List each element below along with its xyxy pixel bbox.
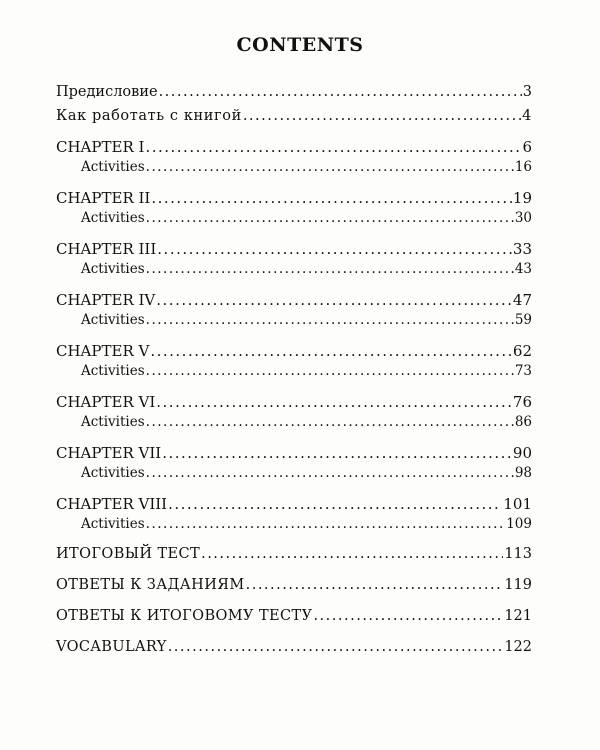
toc-entry-page: 90 (512, 444, 532, 462)
toc-entry-page: 113 (504, 546, 532, 562)
dot-leader (157, 240, 512, 258)
dot-leader (146, 261, 514, 277)
toc-entry-page: 121 (504, 608, 532, 624)
toc-entry-label: Activities (81, 261, 145, 277)
toc-entry-label: CHAPTER IV (56, 291, 156, 309)
toc-entry-chapter-3[interactable] (56, 240, 532, 261)
dot-leader (151, 189, 512, 207)
dot-leader (243, 108, 521, 124)
toc-entry-label: ОТВЕТЫ К ИТОГОВОМУ ТЕСТУ (56, 608, 313, 624)
toc-entry-page: 6 (522, 138, 532, 156)
toc-entry-preface[interactable] (56, 84, 532, 106)
toc-entry-page: 86 (514, 414, 532, 430)
toc-entry-activities-7[interactable] (56, 465, 532, 488)
toc-entry-label: ИТОГОВЫЙ ТЕСТ (56, 546, 201, 562)
toc-entry-chapter-6[interactable] (56, 393, 532, 414)
toc-entry-page: 4 (522, 108, 532, 124)
toc-entry-activities-6[interactable] (56, 414, 532, 437)
toc-entry-how-to-use[interactable] (56, 108, 532, 130)
toc-entry-page: 119 (504, 577, 532, 593)
toc-entry-label: Activities (81, 414, 145, 430)
toc-entry-label: Activities (81, 312, 145, 328)
toc-entry-page: 30 (514, 210, 532, 226)
toc-entry-page: 59 (514, 312, 532, 328)
toc-entry-page: 76 (512, 393, 532, 411)
dot-leader (146, 159, 514, 175)
toc-entry-label: CHAPTER VII (56, 444, 162, 462)
toc-entry-page: 47 (512, 291, 532, 309)
dot-leader (156, 393, 512, 411)
toc-entry-page: 43 (514, 261, 532, 277)
toc-entry-chapter-4[interactable] (56, 291, 532, 312)
toc-entry-label: CHAPTER III (56, 240, 157, 258)
dot-leader (146, 465, 514, 481)
dot-leader (201, 546, 503, 562)
dot-leader (146, 516, 506, 532)
toc-entry-activities-2[interactable] (56, 210, 532, 233)
toc-entry-chapter-7[interactable] (56, 444, 532, 465)
toc-entry-label: CHAPTER VI (56, 393, 156, 411)
toc-entry-activities-1[interactable] (56, 159, 532, 182)
toc-entry-page: 62 (512, 342, 532, 360)
toc-entry-page: 101 (503, 495, 532, 513)
dot-leader (146, 312, 514, 328)
toc-entry-label: Activities (81, 210, 145, 226)
dot-leader (146, 414, 514, 430)
dot-leader (145, 138, 521, 156)
toc-entry-page: 3 (522, 84, 532, 100)
dot-leader (150, 342, 512, 360)
dot-leader (246, 577, 504, 593)
toc-entry-activities-4[interactable] (56, 312, 532, 335)
toc-entry-chapter-2[interactable] (56, 189, 532, 210)
toc-entry-label: CHAPTER VIII (56, 495, 168, 513)
toc-entry-label: VOCABULARY (56, 639, 167, 655)
dot-leader (168, 495, 502, 513)
toc-entry-vocabulary[interactable] (56, 639, 532, 661)
toc-entry-chapter-5[interactable] (56, 342, 532, 363)
toc-entry-label: Activities (81, 465, 145, 481)
dot-leader (146, 210, 514, 226)
toc-entry-label: CHAPTER II (56, 189, 151, 207)
toc-entry-label: CHAPTER V (56, 342, 150, 360)
toc-entry-label: CHAPTER I (56, 138, 145, 156)
dot-leader (156, 291, 512, 309)
toc-entry-final-test[interactable] (56, 546, 532, 568)
page-title: CONTENTS (236, 34, 364, 56)
toc-entry-label: Предисловие (56, 84, 158, 100)
toc-entry-page: 122 (504, 639, 532, 655)
dot-leader (159, 84, 522, 100)
toc-entry-test-answers[interactable] (56, 608, 532, 630)
toc-entry-activities-3[interactable] (56, 261, 532, 284)
toc-entry-label: Activities (81, 516, 145, 532)
dot-leader (146, 363, 514, 379)
dot-leader (168, 639, 504, 655)
toc-entry-chapter-8[interactable] (56, 495, 532, 516)
toc-entry-page: 16 (514, 159, 532, 175)
dot-leader (313, 608, 503, 624)
toc-entry-label: ОТВЕТЫ К ЗАДАНИЯМ (56, 577, 245, 593)
toc-entry-page: 73 (514, 363, 532, 379)
dot-leader (162, 444, 512, 462)
toc-entry-answers[interactable] (56, 577, 532, 599)
toc-entry-activities-5[interactable] (56, 363, 532, 386)
toc-entry-label: Activities (81, 159, 145, 175)
toc-entry-chapter-1[interactable] (56, 138, 532, 159)
toc-entry-label: Activities (81, 363, 145, 379)
toc-entry-page: 33 (512, 240, 532, 258)
toc-entry-activities-8[interactable] (56, 516, 532, 539)
toc-entry-page: 19 (512, 189, 532, 207)
toc-entry-page: 109 (506, 516, 532, 532)
table-of-contents (56, 84, 532, 661)
toc-entry-page: 98 (514, 465, 532, 481)
toc-entry-label: Как работать с книгой (56, 108, 242, 124)
